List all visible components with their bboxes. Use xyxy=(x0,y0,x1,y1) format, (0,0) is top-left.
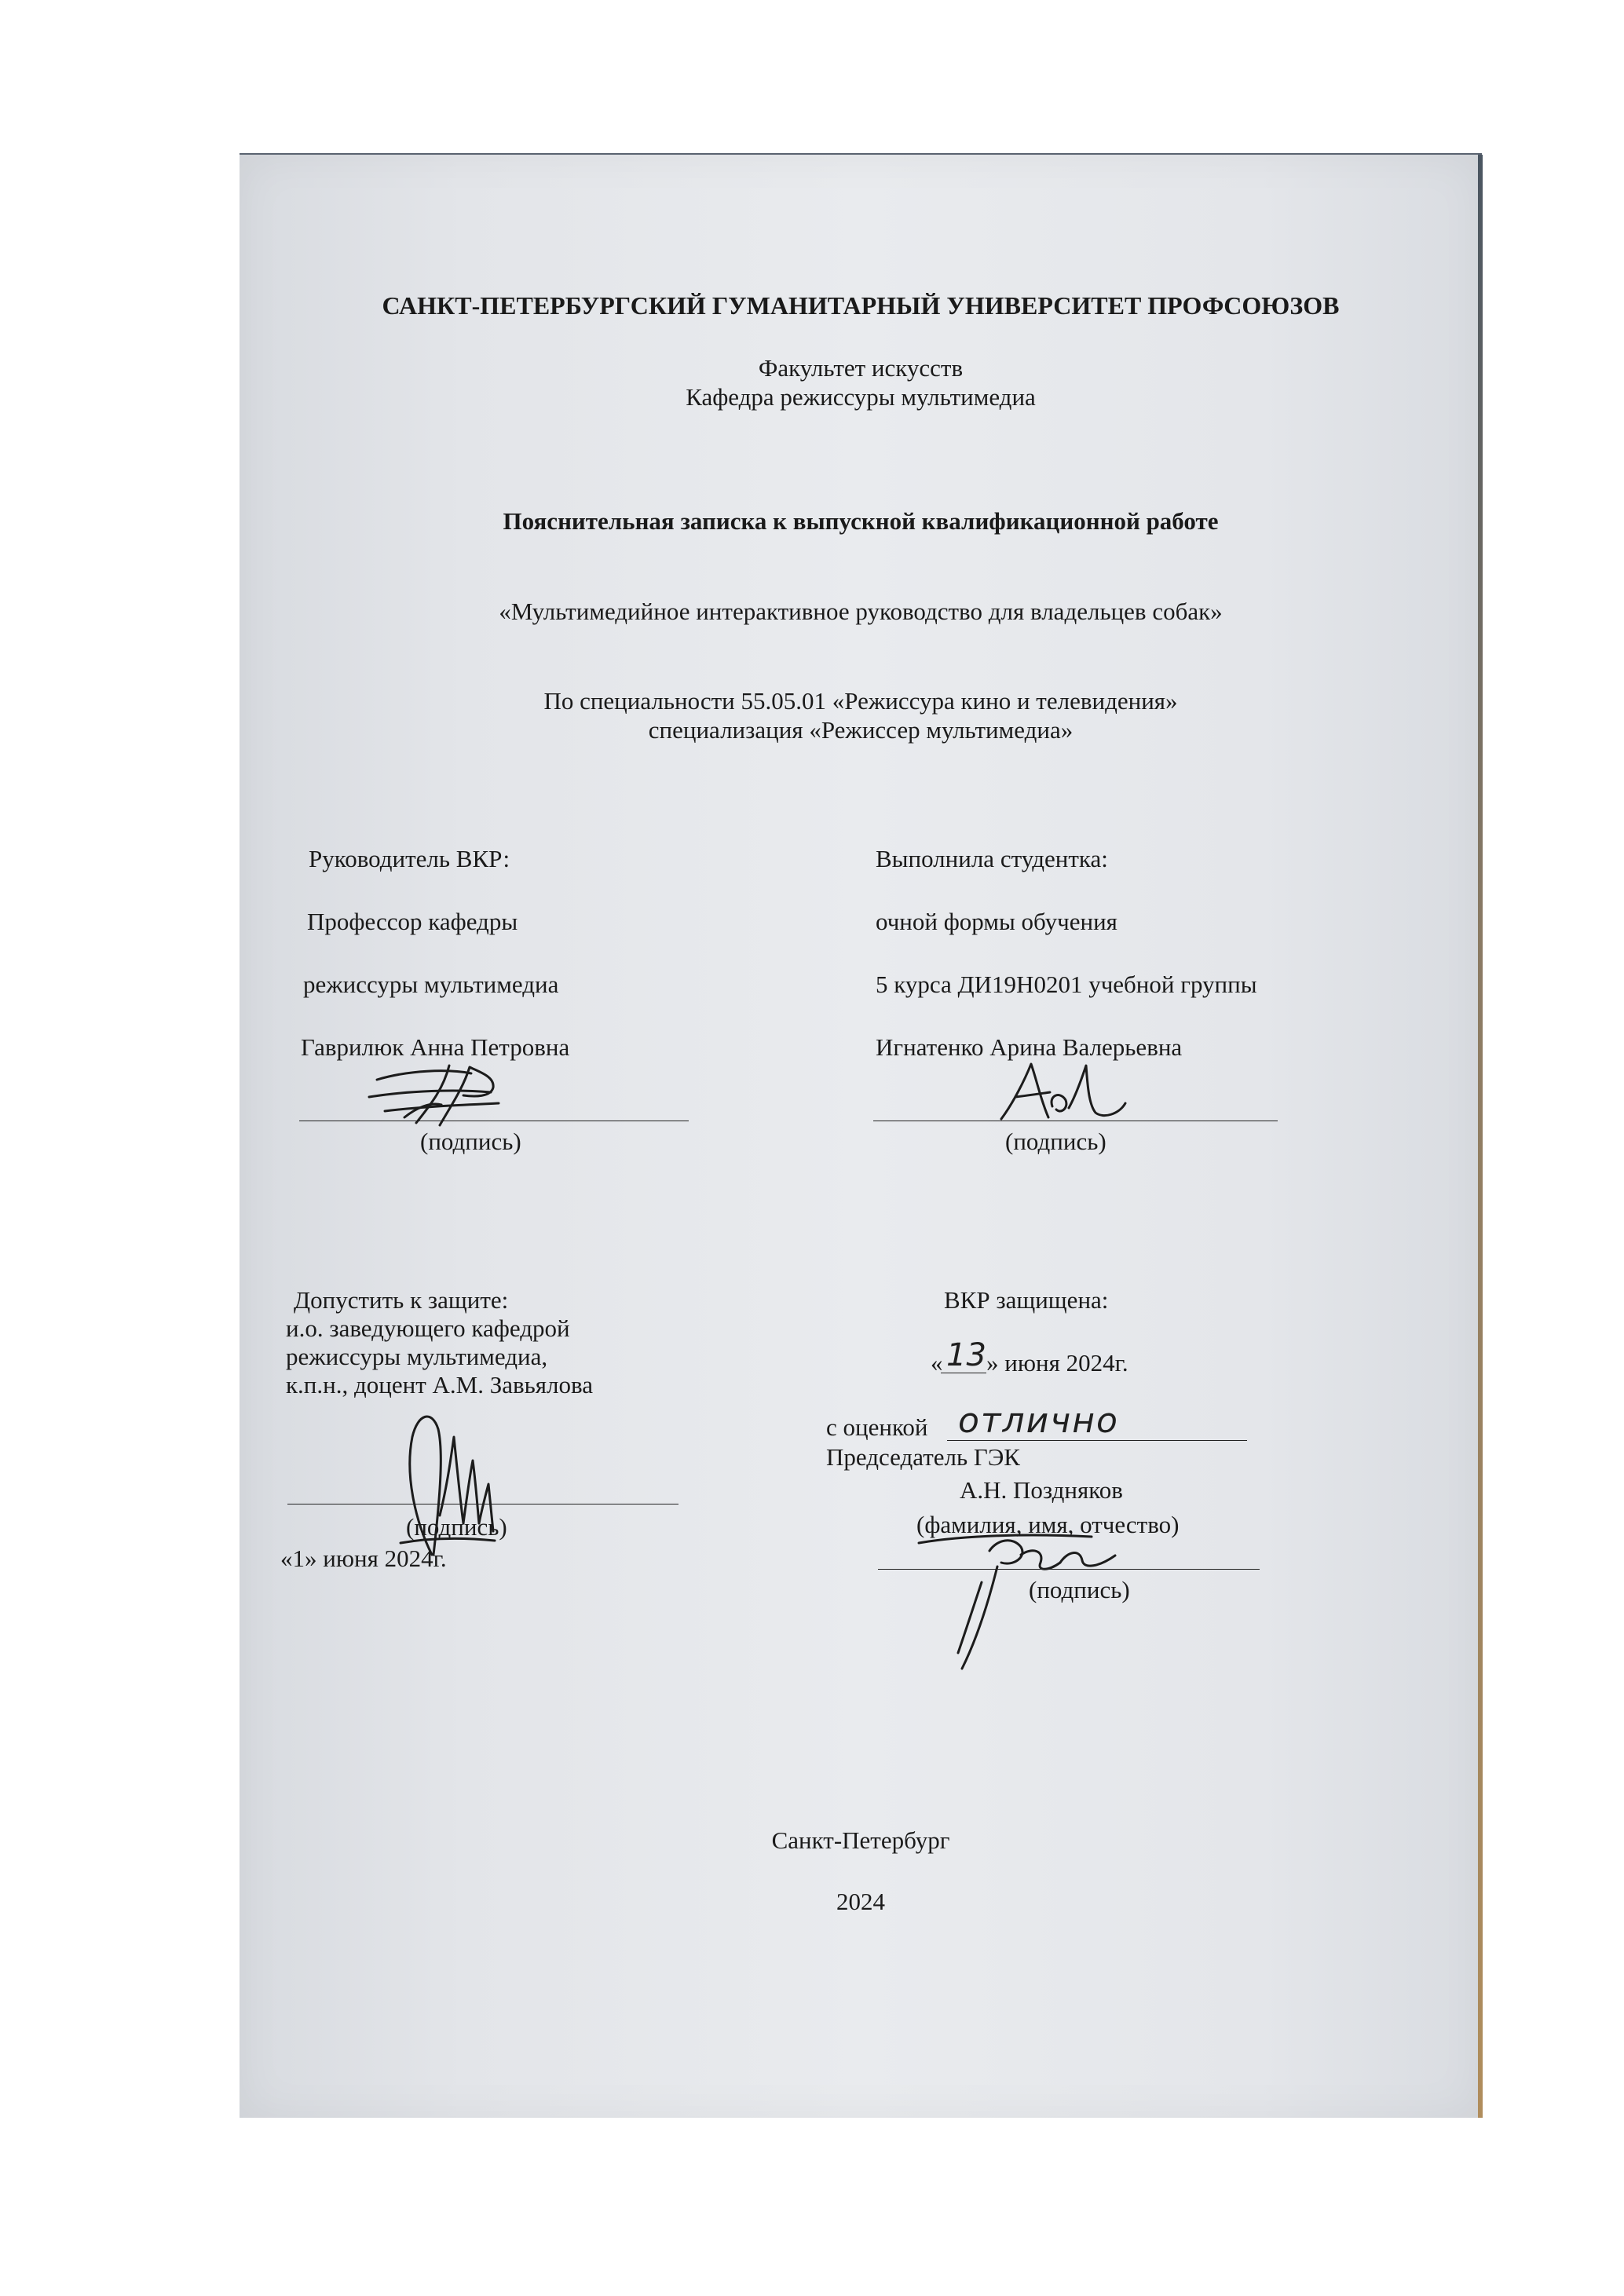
student-signature-caption: (подпись) xyxy=(1005,1128,1106,1155)
chair-label: Председатель ГЭК xyxy=(826,1443,1020,1471)
chair-signature-caption: (подпись) xyxy=(1029,1576,1130,1603)
admission-date: «1» июня 2024г. xyxy=(280,1545,447,1572)
chair-name: А.Н. Поздняков xyxy=(960,1476,1123,1504)
year: 2024 xyxy=(836,1888,885,1915)
sheet-right-edge xyxy=(1478,155,1483,2118)
supervisor-position-2: режиссуры мультимедиа xyxy=(303,971,559,998)
defense-date-rest: » июня 2024г. xyxy=(986,1349,1128,1377)
grade-label: с оценкой xyxy=(826,1413,928,1441)
university-name: САНКТ-ПЕТЕРБУРГСКИЙ ГУМАНИТАРНЫЙ УНИВЕРСИТЕТ ПРОФСОЮЗОВ xyxy=(382,291,1340,320)
supervisor-position-1: Профессор кафедры xyxy=(307,908,518,935)
defense-label: ВКР защищена: xyxy=(944,1286,1109,1314)
student-name: Игнатенко Арина Валерьевна xyxy=(876,1033,1183,1061)
admission-line-3: к.п.н., доцент А.М. Завьялова xyxy=(286,1371,593,1398)
defense-date-day: 13 xyxy=(946,1337,986,1373)
department-name: Кафедра режиссуры мультимедиа xyxy=(686,383,1036,411)
supervisor-signature xyxy=(361,1056,518,1135)
admission-line-2: режиссуры мультимедиа, xyxy=(286,1343,548,1370)
supervisor-signature-caption: (подпись) xyxy=(420,1128,521,1155)
chair-signature-line xyxy=(878,1569,1260,1570)
admission-label: Допустить к защите: xyxy=(294,1286,509,1314)
document-type: Пояснительная записка к выпускной квалификационной работе xyxy=(503,507,1219,535)
city: Санкт-Петербург xyxy=(771,1826,950,1854)
admission-line-1: и.о. заведующего кафедрой xyxy=(286,1314,570,1342)
grade-value: отлично xyxy=(958,1401,1119,1441)
student-study-form: очной формы обучения xyxy=(876,908,1117,935)
student-label: Выполнила студентка: xyxy=(876,845,1108,872)
supervisor-name: Гаврилюк Анна Петровна xyxy=(301,1033,570,1061)
student-signature xyxy=(993,1056,1127,1131)
defense-date-open: « xyxy=(931,1349,943,1377)
admission-signature-caption: (подпись) xyxy=(406,1513,507,1541)
chair-caption: (фамилия, имя, отчество) xyxy=(916,1511,1180,1538)
specialization: специализация «Режиссер мультимедиа» xyxy=(648,716,1074,744)
faculty-name: Факультет искусств xyxy=(758,354,964,382)
thesis-title: «Мультимедийное интерактивное руководство для владельцев собак» xyxy=(499,598,1223,625)
grade-line xyxy=(947,1440,1247,1441)
supervisor-label: Руководитель ВКР: xyxy=(309,845,510,872)
specialty: По специальности 55.05.01 «Режиссура кино и телевидения» xyxy=(543,687,1178,715)
student-group: 5 курса ДИ19Н0201 учебной группы xyxy=(876,971,1257,998)
